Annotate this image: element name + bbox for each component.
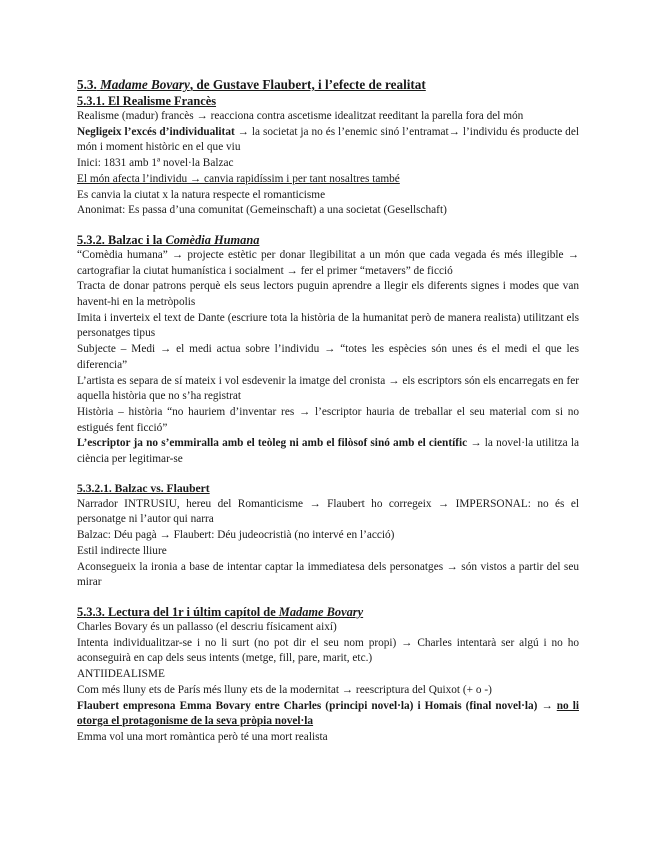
- paragraph: Emma vol una mort romàntica però té una mort realista: [77, 730, 328, 743]
- paragraph: Intenta individualitzar-se i no li surt (no pot dir el seu nom propi) → Charles intentarà ser algú i no ho aconseguirà en cap dels seus intents (metge, fill, pare, marit, etc.): [77, 636, 579, 665]
- paragraph: “Comèdia humana” → projecte estètic per donar llegibilitat a un món que cada vegada és més illegible → cartografiar la ciutat humanística i socialment → fer el primer “metavers” de ficció: [77, 248, 579, 277]
- paragraph: El món afecta l’individu → canvia rapidíssim i per tant nosaltres també: [77, 172, 400, 185]
- paragraph: ANTIIDEALISME: [77, 668, 165, 681]
- document-page: [77, 76, 579, 746]
- section-heading-532: [77, 232, 579, 248]
- paragraph: Subjecte – Medi → el medi actua sobre l’individu → “totes les espècies són unes és el medi el que les diferencia”: [77, 343, 579, 371]
- spacer: [77, 468, 579, 481]
- title-number: 5.3.: [77, 77, 97, 92]
- paragraph: Realisme (madur) francès → reacciona contra ascetisme idealitzat reeditant la parella fora del món: [77, 110, 524, 122]
- title-work: Madame Bovary: [100, 77, 190, 92]
- paragraph: [77, 699, 579, 730]
- paragraph: Tracta de donar patrons perquè els seus lectors puguin aprendre a llegir els diferents signes i modes que van havent-hi en la metròpolis: [77, 280, 579, 309]
- page-title: [77, 76, 579, 93]
- text-run: → la novel·la utilitza la ciència per legitimar-se: [77, 437, 579, 466]
- paragraph: Com més lluny ets de París més lluny ets de la modernitat → reescriptura del Quixot (+ o -): [77, 683, 492, 696]
- spacer: [77, 591, 579, 604]
- paragraph: Imita i inverteix el text de Dante (escriure tota la història de la humanitat però de manera realista) utilitzant els personatges tipus: [77, 311, 579, 340]
- heading-work: Comèdia Humana: [165, 232, 260, 247]
- paragraph: Balzac: Déu pagà → Flaubert: Déu judeocristià (no intervé en l’acció): [77, 529, 395, 542]
- text-run: → la societat ja no és l’enemic sinó l’entramat→ l’individu és producte del món i moment històric en el que viu: [77, 125, 579, 154]
- paragraph: Anonimat: Es passa d’una comunitat (Gemeinschaft) a una societat (Gesellschaft): [77, 204, 447, 217]
- heading-text: 5.3.3. Lectura del 1r i últim capítol de: [77, 604, 279, 619]
- bold-underlined-phrase: no li otorga el protagonisme de la seva pròpia novel·la: [77, 699, 579, 728]
- paragraph: Estil indirecte lliure: [77, 544, 167, 557]
- section-heading-531: 5.3.1. El Realisme Francès: [77, 94, 217, 108]
- paragraph: Història – història “no hauriem d’inventar res → l’escriptor hauria de treballar el seu material com si no estigués fent ficció”: [77, 405, 579, 434]
- spacer: [77, 219, 579, 232]
- section-heading-533: [77, 604, 579, 620]
- paragraph: L’artista es separa de sí mateix i vol esdevenir la imatge del cronista → els escriptors són els encarregats en fer aquella història que no s’ha registrat: [77, 374, 579, 403]
- bold-phrase: Flaubert empresona Emma Bovary entre Charles (principi novel·la) i Homais (final novel·la) →: [77, 699, 557, 712]
- bold-phrase: Negligeix l’excés d’individualitat: [77, 125, 235, 138]
- section-heading-5321: 5.3.2.1. Balzac vs. Flaubert: [77, 481, 210, 495]
- paragraph: Es canvia la ciutat x la natura respecte el romanticisme: [77, 188, 326, 201]
- paragraph: [77, 125, 579, 156]
- paragraph: Narrador INTRUSIU, hereu del Romanticisme → Flaubert ho corregeix → IMPERSONAL: no és el personatge ni l’autor qui narra: [77, 497, 579, 526]
- heading-text: 5.3.2. Balzac i la: [77, 232, 166, 247]
- paragraph: [77, 436, 579, 467]
- title-rest: , de Gustave Flaubert, i l’efecte de realitat: [189, 77, 426, 92]
- paragraph: Aconsegueix la ironia a base de intentar captar la immediatesa dels personatges → són vistos a partir del seu mirar: [77, 560, 579, 589]
- heading-work: Madame Bovary: [278, 604, 364, 619]
- bold-phrase: L’escriptor ja no s’emmiralla amb el teòleg ni amb el filòsof sinó amb el científic: [77, 437, 468, 450]
- paragraph: Charles Bovary és un pallasso (el descriu físicament així): [77, 620, 337, 633]
- paragraph: Inici: 1831 amb 1ª novel·la Balzac: [77, 157, 234, 170]
